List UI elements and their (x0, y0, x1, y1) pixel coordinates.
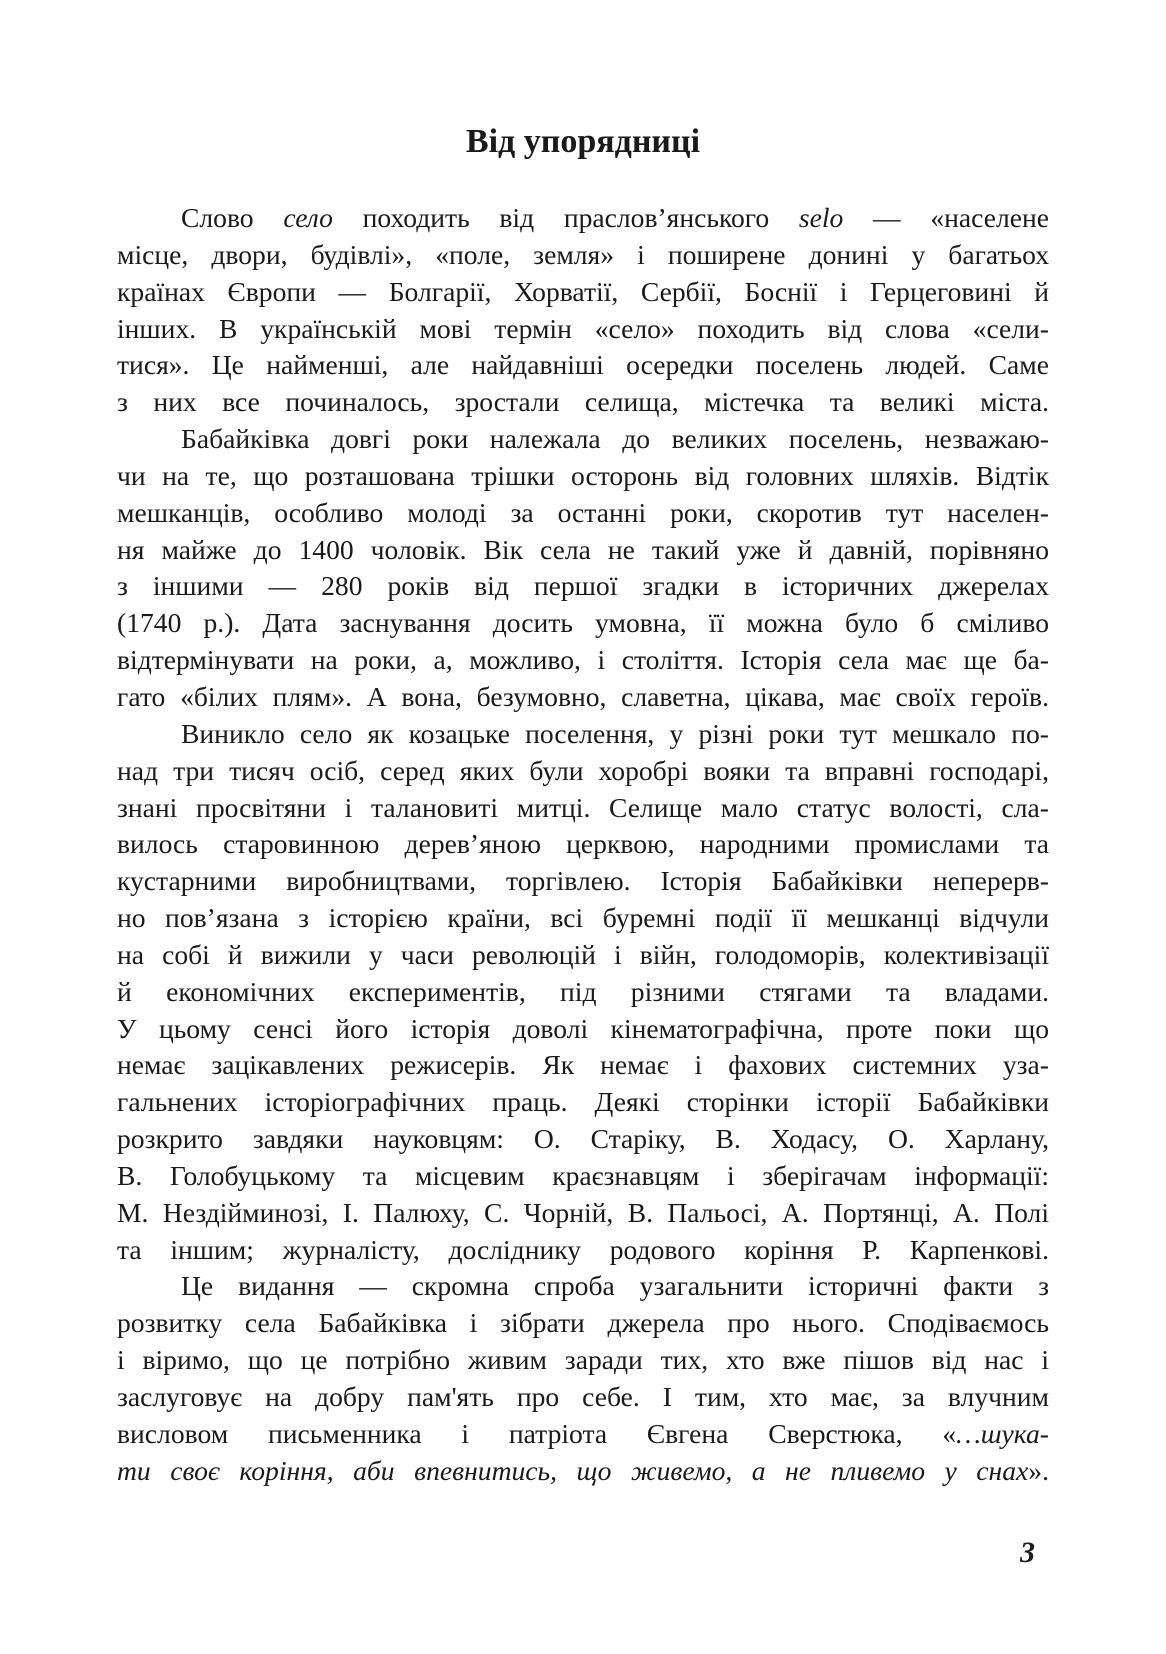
text-line (117, 605, 1049, 642)
text-segment: над три тисяч осіб, серед яких були хоробрі вояки та вправні господарі, (117, 754, 1049, 786)
text-line (117, 790, 1049, 827)
text-segment: вилось старовинною дерев’яною церквою, народними промислами та (117, 828, 1049, 860)
italic-text: selo (798, 202, 844, 233)
text-line (117, 237, 1049, 274)
text-line (117, 1268, 1049, 1305)
text-segment: інших. В українській мові термін «село» походить від слова «сели- (117, 312, 1049, 344)
text-segment: ». (1028, 1454, 1049, 1486)
text-line (117, 937, 1049, 974)
text-segment: з іншими — 280 років від першої згадки в історичних джерелах (117, 570, 1049, 602)
text-segment: з них все починалось, зростали селища, містечка та великі міста. (117, 386, 1049, 418)
text-line (117, 1342, 1049, 1379)
page-title: Від упорядниці (465, 123, 701, 160)
text-line (117, 495, 1049, 532)
paragraph (117, 200, 1049, 421)
text-segment: Слово (181, 202, 284, 233)
text-line (117, 568, 1049, 605)
text-line (117, 458, 1049, 495)
text-line (117, 384, 1049, 421)
text-segment: У цьому сенсі його історія доволі кінематографічна, проте поки що (117, 1012, 1049, 1044)
text-line (117, 753, 1049, 790)
text-segment: немає зацікавлених режисерів. Як немає і фахових системних уза- (117, 1049, 1049, 1081)
text-segment: і віримо, що це потрібно живим заради тих, хто вже пішов від нас і (117, 1344, 1049, 1376)
text-segment: країнах Європи — Болгарії, Хорватії, Сербії, Боснії і Герцеговині й (117, 275, 1049, 307)
text-line (117, 1047, 1049, 1084)
text-line (117, 532, 1049, 569)
text-segment: на собі й вижили у часи революцій і війн, голодоморів, колективізації (117, 938, 1049, 970)
text-segment: Бабайківка довгі роки належала до великих поселень, незважаю- (181, 423, 1049, 455)
text-line (117, 347, 1049, 384)
text-segment: ня майже до 1400 чоловік. Вік села не такий уже й давній, порівняно (117, 533, 1049, 565)
text-line (117, 716, 1049, 753)
italic-text: село (283, 202, 333, 233)
text-line (117, 421, 1049, 458)
text-segment: розкрито завдяки науковцям: О. Старіку, В. Ходасу, О. Харлану, (117, 1123, 1049, 1155)
text-line (117, 974, 1049, 1011)
text-line (117, 642, 1049, 679)
text-line (117, 679, 1049, 716)
italic-text: ти своє коріння, аби впевнитись, що живемо, а не пливемо у снах (117, 1454, 1029, 1486)
text-segment: М. Нездійминозі, І. Палюху, С. Чорній, В. Пальосі, А. Портянці, А. Полі (117, 1196, 1049, 1228)
text-segment: В. Голобуцькому та місцевим краєзнавцям і зберігачам інформації: (117, 1159, 1049, 1191)
text-segment: знані просвітяни і талановиті митці. Селище мало статус волості, сла- (117, 791, 1049, 823)
text-line (117, 1158, 1049, 1195)
text-line (117, 274, 1049, 311)
text-line (117, 900, 1049, 937)
text-line (117, 826, 1049, 863)
text-segment: тися». Це найменші, але найдавніші осередки поселень людей. Саме (117, 349, 1049, 381)
text-segment: заслуговує на добру пам'ять про себе. І тим, хто має, за влучним (117, 1381, 1049, 1412)
paragraph (117, 716, 1049, 1269)
text-segment: висловом письменника і патріота Євгена Сверстюка, « (117, 1417, 957, 1449)
text-line (117, 1416, 1049, 1453)
text-segment: розвитку села Бабайківка і зібрати джерела про нього. Сподіваємось (117, 1307, 1049, 1339)
text-line (117, 1084, 1049, 1121)
document-page (117, 0, 1049, 1654)
page-number: 3 (1020, 1536, 1035, 1569)
text-line (117, 863, 1049, 900)
text-segment: — «населене (843, 202, 1049, 233)
text-line (117, 1011, 1049, 1048)
text-line (117, 1453, 1049, 1490)
body-text (117, 200, 1049, 1490)
text-segment: но пов’язана з історією країни, всі буремні події її мешканці відчули (117, 902, 1049, 934)
italic-text: …шука- (956, 1417, 1049, 1449)
text-segment: походить від праслов’янського (332, 202, 799, 233)
text-line (117, 1305, 1049, 1342)
text-line (117, 311, 1049, 348)
text-line (117, 1379, 1049, 1416)
text-line (117, 1232, 1049, 1269)
text-segment: й економічних експериментів, під різними стягами та владами. (117, 975, 1049, 1007)
text-segment: (1740 р.). Дата заснування досить умовна, її можна було б сміливо (117, 607, 1049, 639)
text-segment: місце, двори, будівлі», «поле, земля» і поширене донині у багатьох (117, 238, 1049, 270)
text-segment: кустарними виробництвами, торгівлею. Історія Бабайківки неперерв- (117, 865, 1049, 897)
text-segment: відтермінувати на роки, а, можливо, і століття. Історія села має ще ба- (117, 644, 1049, 676)
text-segment: чи на те, що розташована трішки осторонь від головних шляхів. Відтік (117, 459, 1049, 491)
text-segment: Виникло село як козацьке поселення, у різні роки тут мешкало по- (181, 717, 1049, 749)
text-segment: гато «білих плям». А вона, безумовно, славетна, цікава, має своїх героїв. (117, 680, 1049, 712)
text-line (117, 1121, 1049, 1158)
text-segment: Це видання — скромна спроба узагальнити історичні факти з (181, 1270, 1049, 1302)
text-segment: мешканців, особливо молоді за останні роки, скоротив тут населен- (117, 496, 1049, 528)
text-segment: гальнених історіографічних праць. Деякі сторінки історії Бабайківки (117, 1086, 1049, 1118)
text-segment: та іншим; журналісту, досліднику родового коріння Р. Карпенкові. (117, 1233, 1049, 1265)
paragraph (117, 1268, 1049, 1489)
paragraph (117, 421, 1049, 716)
text-line (117, 1195, 1049, 1232)
text-line (117, 200, 1049, 237)
